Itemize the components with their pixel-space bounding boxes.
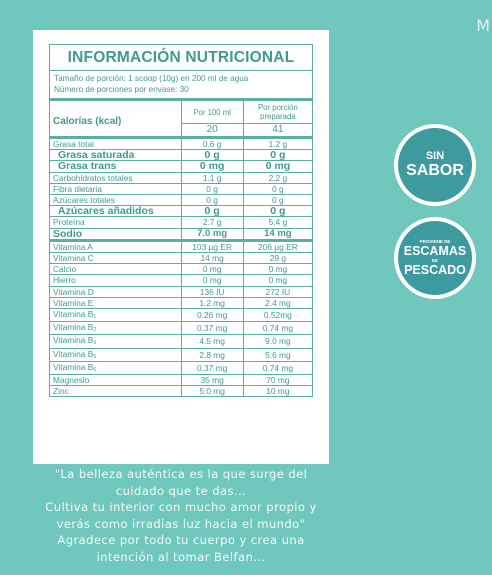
quote-line: Agradece por todo tu cuerpo y crea una — [57, 533, 305, 548]
nutrient-per-100ml: 2.7 g — [181, 217, 243, 228]
nutrient-per-100ml: 4.5 mg — [181, 335, 243, 348]
nutrient-per-serving: 0 g — [243, 195, 312, 206]
badge-sin-line: SIN — [425, 150, 445, 162]
badge-proviene-line: PROVIENE DE — [419, 239, 451, 244]
nutrient-name: Sodio — [50, 228, 181, 240]
nutrient-name: Vitamina $B_5$ — [50, 348, 181, 361]
nutrition-label — [33, 30, 329, 464]
nutrient-per-serving: 2.2 g — [243, 172, 312, 183]
nutrient-per-serving: 0.52mg — [243, 309, 312, 322]
nutrition-table — [50, 98, 312, 396]
nutrient-row — [50, 335, 312, 348]
nutrient-name: Magnesio — [50, 375, 181, 386]
nutrient-per-100ml: 0 g — [181, 183, 243, 194]
nutrient-name: Zinc — [50, 386, 181, 397]
nutrient-row — [50, 195, 312, 206]
nutrient-per-serving: 2.4 mg — [243, 297, 312, 308]
nutrient-per-100ml: 0 mg — [181, 264, 243, 275]
quote-line: cuidado que te das... — [115, 483, 247, 498]
nutrient-name: Fibra dietaria — [50, 183, 181, 194]
nutrient-per-serving: 70 mg — [243, 375, 312, 386]
nutrient-name: Grasa trans — [50, 161, 181, 172]
badge-sabor-line: SABOR — [406, 162, 464, 179]
nutrient-per-serving: 0 mg — [243, 161, 312, 172]
nutrient-name: Carbohidratos totales — [50, 172, 181, 183]
nutrient-name: Calcio — [50, 264, 181, 275]
nutrient-name: Vitamina $B_2$ — [50, 322, 181, 335]
corner-text: M — [476, 16, 490, 35]
calories-per-100ml: 20 — [181, 124, 243, 138]
nutrient-per-100ml: 0.37 mg — [181, 361, 243, 374]
nutrient-per-100ml: 5.0 mg — [181, 386, 243, 397]
nutrient-row — [50, 150, 312, 161]
nutrient-per-100ml: 1.2 mg — [181, 297, 243, 308]
quote-line: "La belleza auténtica es la que surge del — [54, 467, 308, 481]
nutrition-label-frame — [49, 44, 313, 397]
escamas-pescado-badge — [398, 221, 472, 295]
nutrient-per-100ml: 1.1 g — [181, 172, 243, 183]
nutrient-per-serving: 0 g — [243, 183, 312, 194]
nutrient-row — [50, 228, 312, 240]
nutrient-per-100ml: 0 mg — [181, 161, 243, 172]
calories-row — [50, 124, 312, 138]
nutrient-per-100ml: 0 g — [181, 195, 243, 206]
nutrient-name: Hierro — [50, 275, 181, 286]
nutrient-row — [50, 361, 312, 374]
serving-size: Tamaño de porción: 1 scoop (10g) en 200 ml de agua — [54, 74, 249, 83]
nutrient-name: Vitamina A — [50, 240, 181, 252]
nutrient-row — [50, 322, 312, 335]
nutrient-per-serving: 9.0 mg — [243, 335, 312, 348]
nutrient-per-100ml: 14 mg — [181, 253, 243, 264]
nutrient-per-100ml: 0.26 mg — [181, 309, 243, 322]
nutrient-per-serving: 0 mg — [243, 275, 312, 286]
nutrient-row — [50, 206, 312, 217]
nutrient-name: Grasa total — [50, 138, 181, 150]
nutrient-name: Vitamina $B_3$ — [50, 335, 181, 348]
nutrient-per-serving: 0.74 mg — [243, 322, 312, 335]
nutrient-per-serving: 10 mg — [243, 386, 312, 397]
nutrient-row — [50, 297, 312, 308]
quote-line: verás como irradias luz hacia el mundo" — [56, 516, 306, 531]
nutrient-per-serving: 0 g — [243, 150, 312, 161]
nutrient-name: Vitamina D — [50, 286, 181, 297]
nutrient-row — [50, 183, 312, 194]
nutrient-per-serving: 0 mg — [243, 264, 312, 275]
nutrient-per-100ml: 7.0 mg — [181, 228, 243, 240]
nutrient-row — [50, 348, 312, 361]
nutrient-row — [50, 161, 312, 172]
nutrient-per-100ml: 2.8 mg — [181, 348, 243, 361]
nutrient-per-100ml: 0.6 g — [181, 138, 243, 150]
nutrient-row — [50, 386, 312, 397]
nutrient-row — [50, 286, 312, 297]
nutrient-row — [50, 217, 312, 228]
nutrient-per-100ml: 136 IU — [181, 286, 243, 297]
nutrient-per-100ml: 35 mg — [181, 375, 243, 386]
nutrient-per-serving: 0 g — [243, 206, 312, 217]
nutrient-name: Grasa saturada — [50, 150, 181, 161]
nutrient-name: Vitamina E — [50, 297, 181, 308]
nutrient-per-serving: 5.6 mg — [243, 348, 312, 361]
nutrient-per-100ml: 0 mg — [181, 275, 243, 286]
label-title: INFORMACIÓN NUTRICIONAL — [50, 45, 312, 71]
nutrient-name: Azúcares añadidos — [50, 206, 181, 217]
sin-sabor-badge — [398, 128, 472, 202]
calories-per-serving: 41 — [243, 124, 312, 138]
quote-text — [20, 466, 342, 566]
nutrient-row — [50, 172, 312, 183]
nutrient-per-serving: 0.74 mg — [243, 361, 312, 374]
calories-label: Calorías (kcal) — [53, 115, 122, 127]
nutrient-per-serving: 29 g — [243, 253, 312, 264]
nutrient-per-serving: 1.2 g — [243, 138, 312, 150]
nutrient-row — [50, 275, 312, 286]
nutrient-row — [50, 138, 312, 150]
quote-line: intención al tomar Belfan... — [96, 549, 266, 564]
nutrient-row — [50, 264, 312, 275]
nutrient-per-100ml: 0 g — [181, 150, 243, 161]
nutrient-per-serving: 5.4 g — [243, 217, 312, 228]
nutrient-name: Vitamina $B_1$ — [50, 309, 181, 322]
nutrient-row — [50, 240, 312, 252]
nutrient-per-serving: 14 mg — [243, 228, 312, 240]
nutrient-per-serving: 272 IU — [243, 286, 312, 297]
servings-per-container: Número de porciones por envase: 30 — [54, 85, 189, 94]
nutrient-name: Vitamina $B_6$ — [50, 361, 181, 374]
nutrient-per-serving: 206 µg ER — [243, 240, 312, 252]
badge-pescado-line: PESCADO — [404, 263, 466, 277]
nutrient-per-100ml: 0 g — [181, 206, 243, 217]
quote-line: Cultiva tu interior con mucho amor propio y — [45, 500, 317, 515]
nutrient-row — [50, 253, 312, 264]
nutrient-name: Azúcares totales — [50, 195, 181, 206]
serving-info — [50, 71, 312, 98]
nutrient-row — [50, 309, 312, 322]
nutrient-per-100ml: 0.37 mg — [181, 322, 243, 335]
col-per-100ml-header: Por 100 ml — [181, 100, 243, 124]
badge-escamas-line: ESCAMAS — [403, 244, 467, 258]
nutrient-name: Proteína — [50, 217, 181, 228]
col-per-serving-header: Por porción preparada — [243, 100, 312, 124]
nutrient-row — [50, 375, 312, 386]
badge-de-line: DE — [431, 258, 439, 263]
nutrient-per-100ml: 103 µg ER — [181, 240, 243, 252]
nutrient-name: Vitamina C — [50, 253, 181, 264]
